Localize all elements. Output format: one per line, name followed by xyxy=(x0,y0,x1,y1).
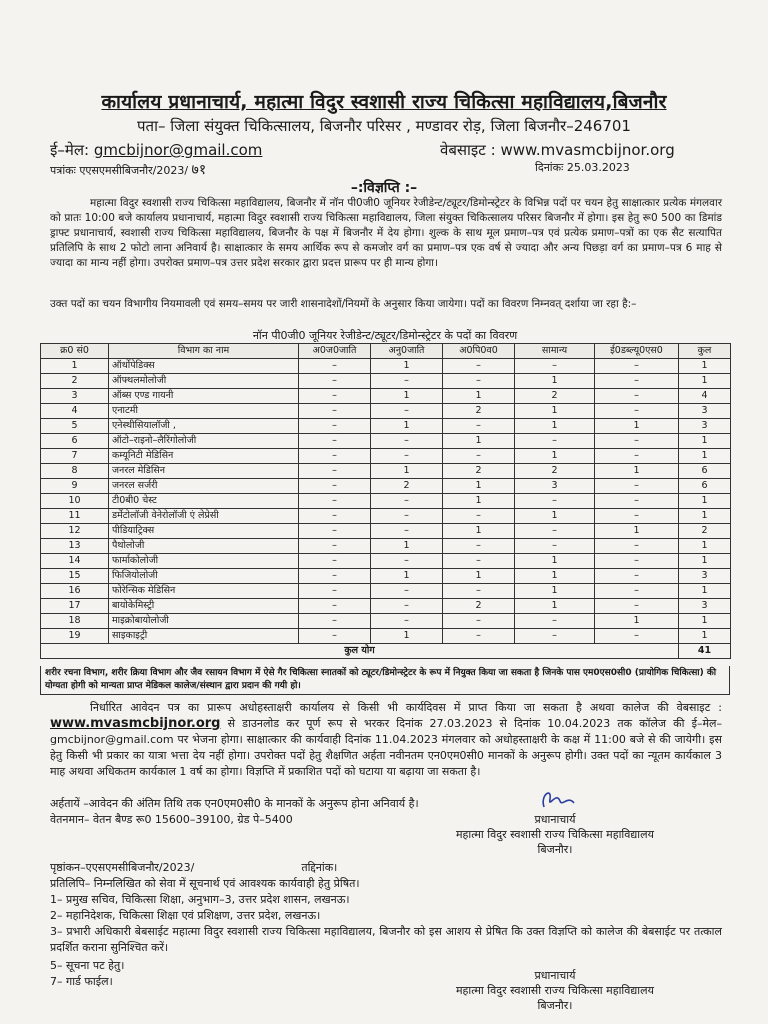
cell-serial: 1 xyxy=(41,359,109,374)
cell-general: – xyxy=(515,629,595,644)
table-row xyxy=(41,359,731,374)
cell-department: साइकाइट्री xyxy=(109,629,299,644)
cell-sc: – xyxy=(371,434,443,449)
cell-serial: 2 xyxy=(41,374,109,389)
cell-sc: – xyxy=(371,614,443,629)
cell-ews: 1 xyxy=(595,464,679,479)
endorsement-date: तद्दिनांक। xyxy=(301,861,338,874)
cell-sc: 1 xyxy=(371,389,443,404)
table-row xyxy=(41,569,731,584)
cell-total: 3 xyxy=(679,419,731,434)
cell-sc: 2 xyxy=(371,479,443,494)
cell-total: 1 xyxy=(679,584,731,599)
cell-general: 2 xyxy=(515,464,595,479)
cell-serial: 3 xyxy=(41,389,109,404)
cell-st: – xyxy=(299,389,371,404)
signatory-role-2: प्रधानाचार्य xyxy=(534,969,576,982)
cell-obc: – xyxy=(443,614,515,629)
cell-serial: 15 xyxy=(41,569,109,584)
cell-total: 3 xyxy=(679,404,731,419)
table-row xyxy=(41,629,731,644)
cell-department: एनाटमी xyxy=(109,404,299,419)
total-value: 41 xyxy=(679,644,731,659)
cell-sc: – xyxy=(371,584,443,599)
table-note: शरीर रचना विभाग, शरीर क्रिया विभाग और जैव रसायन विभाग में ऐसे गैर चिकित्सा स्नातकों को ट्यूटर/डिमोन्स्ट्रेटर के रूप में नियुक्त किया जा सकता है जिनके पास एम0एस0सी0 (प्रायोगिक चिकित्सा) की योग्यता होगी को मान्यता प्राप्त मेडिकल कालेज/संस्थान द्वारा प्रदान की गयी हो। xyxy=(40,666,730,695)
cell-st: – xyxy=(299,479,371,494)
cell-general: 1 xyxy=(515,449,595,464)
cell-ews: – xyxy=(595,554,679,569)
cell-st: – xyxy=(299,359,371,374)
cell-general: 1 xyxy=(515,374,595,389)
endorsement-intro: प्रतिलिपि– निम्नलिखित को सेवा में सूचनार्थ एवं आवश्यक कार्यवाही हेतु प्रेषित। xyxy=(50,877,360,890)
cell-obc: – xyxy=(443,554,515,569)
cell-department: ऑर्थोपेडिक्स xyxy=(109,359,299,374)
cell-obc: 2 xyxy=(443,404,515,419)
cell-total: 2 xyxy=(679,524,731,539)
cell-ews: – xyxy=(595,539,679,554)
cell-ews: – xyxy=(595,434,679,449)
cell-serial: 10 xyxy=(41,494,109,509)
table-caption: नॉन पी0जी0 जूनियर रेजीडेन्ट/ट्यूटर/डिमोन्स्ट्रेटर के पदों का विवरण xyxy=(252,329,518,342)
cell-st: – xyxy=(299,629,371,644)
header-department: विभाग का नाम xyxy=(109,344,299,359)
header-ews: ई0डब्ल्यू0एस0 xyxy=(595,344,679,359)
cell-ews: – xyxy=(595,389,679,404)
cell-serial: 7 xyxy=(41,449,109,464)
table-row xyxy=(41,614,731,629)
cell-ews: 1 xyxy=(595,614,679,629)
pay-scale-line: वेतनमान– वेतन बैण्ड रू0 15600–39100, ग्रेड पे–5400 xyxy=(50,813,293,826)
cell-department: बायोकेमिस्ट्री xyxy=(109,599,299,614)
table-row xyxy=(41,419,731,434)
cell-general: 1 xyxy=(515,554,595,569)
cell-serial: 5 xyxy=(41,419,109,434)
endorsement-ref: पृष्ठांकन–एएसएमसीबिजनौर/2023/ xyxy=(50,861,195,874)
table-row xyxy=(41,584,731,599)
cell-general: 1 xyxy=(515,404,595,419)
cell-ews: – xyxy=(595,509,679,524)
cell-sc: – xyxy=(371,524,443,539)
application-paragraph xyxy=(50,700,722,780)
cell-sc: 1 xyxy=(371,359,443,374)
cell-sc: – xyxy=(371,554,443,569)
cell-obc: 2 xyxy=(443,599,515,614)
header-total: कुल xyxy=(679,344,731,359)
reference-number xyxy=(50,160,206,179)
signatory-place-1: बिजनौर। xyxy=(537,843,573,856)
email-line xyxy=(50,140,262,160)
signatory-place-2: बिजनौर। xyxy=(537,999,573,1012)
notice-date xyxy=(535,160,630,175)
cell-st: – xyxy=(299,554,371,569)
cell-obc: 1 xyxy=(443,389,515,404)
table-row xyxy=(41,449,731,464)
cell-total: 1 xyxy=(679,494,731,509)
cell-st: – xyxy=(299,494,371,509)
cell-ews: – xyxy=(595,404,679,419)
cell-total: 1 xyxy=(679,509,731,524)
signature-block-1 xyxy=(390,812,720,857)
cell-sc: – xyxy=(371,599,443,614)
cell-obc: – xyxy=(443,374,515,389)
cell-st: – xyxy=(299,419,371,434)
cell-department: ऑटो–राइनो–लैरिंगोलोजी xyxy=(109,434,299,449)
cell-total: 3 xyxy=(679,569,731,584)
cell-ews: – xyxy=(595,359,679,374)
header-sc: अनु0जाति xyxy=(371,344,443,359)
cell-ews: – xyxy=(595,494,679,509)
cell-obc: 1 xyxy=(443,524,515,539)
cell-sc: – xyxy=(371,494,443,509)
cell-department: डर्मेटोलॉजी वेनेरोलॉजी एं लेप्रेसी xyxy=(109,509,299,524)
cell-obc: – xyxy=(443,509,515,524)
cell-sc: 1 xyxy=(371,629,443,644)
cell-st: – xyxy=(299,509,371,524)
cell-obc: – xyxy=(443,539,515,554)
cell-department: जनरल मेडिसिन xyxy=(109,464,299,479)
cell-st: – xyxy=(299,569,371,584)
office-address: पता– जिला संयुक्त चिकित्सालय, बिजनौर परिसर , मण्डावर रोड़, जिला बिजनौर–246701 xyxy=(137,117,631,135)
header-serial: क्र0 सं0 xyxy=(41,344,109,359)
table-header-row xyxy=(41,344,731,359)
cell-serial: 9 xyxy=(41,479,109,494)
application-text-b: से डाउनलोड कर पूर्ण रूप से भरकर दिनांक 27.03.2023 से दिनांक 10.04.2023 तक कॉलेज की ई–मेल–gmcbijnor@gmail.com पर भेजना होगा। साक्षात्कार की कार्यवाही दिनांक 11.04.2023 मंगलवार को अधोहस्ताक्षरी के कक्ष में 11:00 बजे से की जायेगी। इस हेतु किसी भी प्रकार का यात्रा भत्ता देय नहीं होगा। उपरोक्त पदों हेतु शैक्षणित अर्हता नवीनतम एन0एम0सी0 मानकों के अनुरूप होगी। उक्त पदों का न्यूतम कार्यकाल 3 माह अथवा अधिकतम कार्यकाल 1 वर्ष का होगा। विज्ञप्ति में प्रकाशित पदों को घटाया या बढ़ाया जा सकता है। xyxy=(50,717,723,778)
intro-paragraph: महात्मा विदुर स्वशासी राज्य चिकित्सा महाविद्यालय, बिजनौर में नॉन पी0जी0 जूनियर रेजीडेन्ट/ट्यूटर/डिमोन्स्ट्रेटर के विभिन्न पदों पर चयन हेतु साक्षात्कार प्रत्येक मंगलवार को प्रातः 10:00 बजे कार्यालय प्रधानाचार्य, महात्मा विदुर स्वशासी राज्य चिकित्सा महाविद्यालय, जिला संयुक्त चिकित्सालय परिसर बिजनौर में होगा। इस हेतु रू0 500 का डिमांड ड्राफ्ट प्रधानाचार्य, स्वशासी राज्य चिकित्सा महाविद्यालय, बिजनौर के पक्ष में बिजनौर में देय होगा। शुल्क के साथ मूल प्रमाण–पत्र एवं प्रत्येक प्रमाण–पत्रों का एक सैट सत्यापित प्रतिलिपि के साथ 2 फोटो लाना अनिवार्य है। साक्षात्कार के समय आर्थिक रूप से कमजोर वर्ग का प्रमाण–पत्र एक वर्ष से ज्यादा और अन्य पिछड़ा वर्ग का प्रमाण–पत्र 6 माह से ज्यादा का मान्य नहीं होगा। उपरोक्त प्रमाण–पत्र उत्तर प्रदेश सरकार द्वारा प्रदत्त प्रारूप पर ही मान्य होगा। xyxy=(50,197,722,269)
cell-ews: – xyxy=(595,479,679,494)
header-obc: अ0पि0व0 xyxy=(443,344,515,359)
cell-ews: – xyxy=(595,599,679,614)
cell-serial: 17 xyxy=(41,599,109,614)
signature-scribble-icon xyxy=(538,785,578,815)
total-row xyxy=(41,644,731,659)
cell-serial: 14 xyxy=(41,554,109,569)
cell-st: – xyxy=(299,404,371,419)
table-row xyxy=(41,524,731,539)
application-website: www.mvasmcbijnor.org xyxy=(50,716,221,731)
cell-department: जनरल सर्जरी xyxy=(109,479,299,494)
header-st: अ0ज0जाति xyxy=(299,344,371,359)
copy-item: 3– प्रभारी अधिकारी बेबसाईट महात्मा विदुर स्वशासी राज्य चिकित्सा महाविद्यालय, बिजनौर को इस आशय से प्रेषित कि उक्त विज्ञप्ति को कालेज की बेबसाईट पर तत्काल प्रदर्शित कराना सुनिश्चित करें। xyxy=(50,925,722,954)
cell-ews: 1 xyxy=(595,419,679,434)
table-row xyxy=(41,494,731,509)
cell-sc: – xyxy=(371,509,443,524)
table-row xyxy=(41,539,731,554)
cell-ews: – xyxy=(595,569,679,584)
table-row xyxy=(41,479,731,494)
cell-department: फोरेन्सिक मेडिसिन xyxy=(109,584,299,599)
copy-item: 7– गार्ड फाईल। xyxy=(50,975,113,988)
cell-total: 1 xyxy=(679,554,731,569)
cell-serial: 11 xyxy=(41,509,109,524)
cell-total: 3 xyxy=(679,599,731,614)
website-line xyxy=(440,140,675,160)
cell-department: ऑफ्थलमोलोजी xyxy=(109,374,299,389)
cell-sc: 1 xyxy=(371,539,443,554)
cell-general: 2 xyxy=(515,389,595,404)
reference-handwritten-number: ७१ xyxy=(191,162,207,178)
notice-heading: –:विज्ञप्ति :– xyxy=(350,180,418,196)
cell-total: 1 xyxy=(679,449,731,464)
copy-item: 5– सूचना पट हेतु। xyxy=(50,959,125,972)
cell-sc: 1 xyxy=(371,419,443,434)
signatory-institution-1: महात्मा विदुर स्वशासी राज्य चिकित्सा महाविद्यालय xyxy=(455,828,654,841)
signatory-role-1: प्रधानाचार्य xyxy=(534,813,576,826)
cell-general: – xyxy=(515,539,595,554)
copy-item: 2– महानिदेशक, चिकित्सा शिक्षा एवं प्रशिक्षण, उत्तर प्रदेश, लखनऊ। xyxy=(50,909,321,922)
endorsement-ref-line xyxy=(50,860,722,876)
cell-total: 6 xyxy=(679,464,731,479)
cell-general: 1 xyxy=(515,509,595,524)
table-row xyxy=(41,509,731,524)
cell-total: 1 xyxy=(679,434,731,449)
cell-serial: 12 xyxy=(41,524,109,539)
cell-general: – xyxy=(515,359,595,374)
cell-obc: 1 xyxy=(443,479,515,494)
cell-general: 1 xyxy=(515,569,595,584)
cell-department: ऑब्स एण्ड गायनी xyxy=(109,389,299,404)
cell-obc: – xyxy=(443,419,515,434)
cell-general: 3 xyxy=(515,479,595,494)
cell-obc: 1 xyxy=(443,434,515,449)
cell-total: 6 xyxy=(679,479,731,494)
cell-total: 1 xyxy=(679,374,731,389)
cell-department: माइक्रोबायोलोजी xyxy=(109,614,299,629)
cell-st: – xyxy=(299,449,371,464)
table-row xyxy=(41,464,731,479)
cell-serial: 19 xyxy=(41,629,109,644)
cell-department: पैथोलोजी xyxy=(109,539,299,554)
signature-block-2 xyxy=(390,968,720,1013)
cell-department: एनेस्थीसियालॉजी , xyxy=(109,419,299,434)
cell-st: – xyxy=(299,524,371,539)
cell-total: 1 xyxy=(679,539,731,554)
email-value: gmcbijnor@gmail.com xyxy=(93,141,263,159)
cell-st: – xyxy=(299,374,371,389)
reference-prefix: पत्रांकः एएसएमसीबिजनौर/2023/ xyxy=(50,164,189,177)
cell-sc: – xyxy=(371,374,443,389)
cell-department: कम्यूनिटी मेडिसिन xyxy=(109,449,299,464)
cell-obc: – xyxy=(443,449,515,464)
cell-sc: – xyxy=(371,404,443,419)
table-row xyxy=(41,404,731,419)
website-label: वेबसाइट : xyxy=(440,141,496,159)
cell-total: 1 xyxy=(679,359,731,374)
cell-ews: – xyxy=(595,584,679,599)
cell-general: – xyxy=(515,614,595,629)
cell-ews: 1 xyxy=(595,524,679,539)
table-row xyxy=(41,599,731,614)
cell-general: – xyxy=(515,494,595,509)
table-row xyxy=(41,554,731,569)
cell-sc: – xyxy=(371,449,443,464)
cell-st: – xyxy=(299,584,371,599)
cell-obc: – xyxy=(443,629,515,644)
cell-serial: 16 xyxy=(41,584,109,599)
cell-st: – xyxy=(299,599,371,614)
cell-serial: 13 xyxy=(41,539,109,554)
cell-st: – xyxy=(299,464,371,479)
cell-department: टी0बी0 चेस्ट xyxy=(109,494,299,509)
cell-obc: 1 xyxy=(443,569,515,584)
cell-ews: – xyxy=(595,449,679,464)
cell-serial: 8 xyxy=(41,464,109,479)
cell-general: 1 xyxy=(515,584,595,599)
cell-st: – xyxy=(299,614,371,629)
cell-st: – xyxy=(299,539,371,554)
website-value: www.mvasmcbijnor.org xyxy=(500,141,675,159)
cell-ews: – xyxy=(595,374,679,389)
table-row xyxy=(41,389,731,404)
cell-total: 1 xyxy=(679,629,731,644)
cell-general: – xyxy=(515,524,595,539)
email-label: ई–मेल: xyxy=(50,141,90,159)
cell-total: 4 xyxy=(679,389,731,404)
cell-obc: 2 xyxy=(443,464,515,479)
intro-paragraph-2: उक्त पदों का चयन विभागीय नियमावली एवं समय–समय पर जारी शासनादेशों/नियमों के अनुसार किया जायेगा। पदों का विवरण निम्नवत् दर्शाया जा रहा है:– xyxy=(50,298,637,310)
application-text-a: निर्धारित आवेदन पत्र का प्रारूप अधोहस्ताक्षरी कार्यालय से किसी भी कार्यदिवस में प्राप्त किया जा सकता है अथवा कालेज की वेबसाइट : xyxy=(90,701,722,714)
cell-sc: 1 xyxy=(371,464,443,479)
cell-obc: – xyxy=(443,584,515,599)
cell-department: फार्माकोलोजी xyxy=(109,554,299,569)
cell-general: – xyxy=(515,434,595,449)
cell-serial: 18 xyxy=(41,614,109,629)
cell-general: 1 xyxy=(515,419,595,434)
cell-department: पीडियाट्रिक्स xyxy=(109,524,299,539)
office-title: कार्यालय प्रधानाचार्य, महात्मा विदुर स्वशासी राज्य चिकित्सा महाविद्यालय,बिजनौर xyxy=(101,91,667,113)
cell-serial: 6 xyxy=(41,434,109,449)
table-row xyxy=(41,434,731,449)
cell-sc: 1 xyxy=(371,569,443,584)
copy-item: 1– प्रमुख सचिव, चिकित्सा शिक्षा, अनुभाग–3, उत्तर प्रदेश शासन, लखनऊ। xyxy=(50,893,350,906)
cell-obc: – xyxy=(443,359,515,374)
cell-department: फिजियोलोजी xyxy=(109,569,299,584)
cell-ews: – xyxy=(595,629,679,644)
table-row xyxy=(41,374,731,389)
cell-st: – xyxy=(299,434,371,449)
cell-serial: 4 xyxy=(41,404,109,419)
cell-obc: 1 xyxy=(443,494,515,509)
signatory-institution-2: महात्मा विदुर स्वशासी राज्य चिकित्सा महाविद्यालय xyxy=(455,984,654,997)
date-label: दिनांकः xyxy=(535,161,564,174)
date-value: 25.03.2023 xyxy=(566,161,630,174)
posts-table xyxy=(40,343,731,659)
eligibility-line: अर्हतायें –आवेदन की अंतिम तिथि तक एन0एम0सी0 के मानकों के अनुरूप होना अनिवार्य है। xyxy=(50,797,419,810)
header-general: सामान्य xyxy=(515,344,595,359)
cell-total: 1 xyxy=(679,614,731,629)
cell-general: 1 xyxy=(515,599,595,614)
total-label: कुल योग xyxy=(41,644,679,659)
